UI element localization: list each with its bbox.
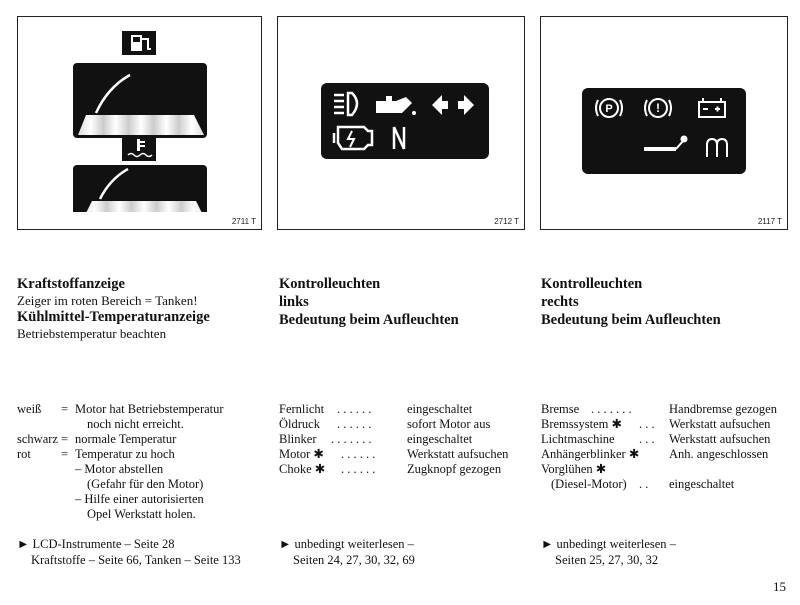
reference-line: ► unbedingt weiterlesen – — [541, 537, 676, 551]
figure-id: 2712 T — [494, 217, 519, 226]
heading-fuel-gauge: Kraftstoffanzeige — [17, 276, 125, 292]
figure-fuel-coolant-gauges — [17, 16, 262, 230]
heading-warning-lights: Kontrolleuchten — [541, 276, 643, 292]
table-row: Bremssystem ✱ . . . Werkstatt aufsuchen — [541, 417, 771, 431]
cross-reference-gauges — [17, 537, 241, 568]
cross-reference-right-lights — [541, 537, 676, 568]
right-lights-table — [541, 402, 796, 492]
reference-line: Seiten 24, 27, 30, 32, 69 — [293, 552, 415, 567]
table-row: Choke ✱ . . . . . . Zugknopf gezogen — [279, 462, 502, 476]
table-row: (Diesel-Motor) . . eingeschaltet — [551, 477, 735, 491]
legend-row: rot = Temperatur zu hoch — [17, 447, 175, 461]
legend-row: noch nicht erreicht. — [87, 417, 184, 431]
table-row: Öldruck . . . . . . sofort Motor aus — [279, 417, 491, 431]
column-right-lights — [541, 275, 791, 329]
svg-text:P: P — [605, 103, 613, 115]
column-gauges — [17, 275, 267, 341]
reference-line: Kraftstoffe – Seite 66, Tanken – Seite 133 — [31, 552, 241, 567]
figure-id: 2711 T — [231, 217, 256, 226]
left-lights-illustration — [278, 17, 522, 212]
table-row: Bremse . . . . . . . Handbremse gezogen — [541, 402, 777, 416]
legend-row: Opel Werkstatt holen. — [87, 507, 196, 521]
table-row: Fernlicht . . . . . . eingeschaltet — [279, 402, 473, 416]
heading-warning-lights: Kontrolleuchten — [279, 276, 381, 292]
reference-line: Seiten 25, 27, 30, 32 — [555, 552, 659, 567]
table-row: Blinker . . . . . . . eingeschaltet — [279, 432, 473, 446]
cross-reference-left-lights — [279, 537, 415, 568]
heading-meaning: Bedeutung beim Aufleuchten — [279, 312, 459, 328]
legend-row: (Gefahr für den Motor) — [87, 477, 204, 491]
gauges-illustration — [18, 17, 260, 212]
legend-row: – Motor abstellen — [75, 462, 164, 476]
table-row: Vorglühen ✱ — [541, 462, 607, 476]
legend-row: weiß = Motor hat Betriebstemperatur — [17, 402, 224, 416]
figure-warning-lights-right — [540, 16, 788, 230]
column-left-lights — [279, 275, 529, 329]
legend-row: schwarz = normale Temperatur — [17, 432, 177, 446]
figure-id: 2117 T — [757, 217, 782, 226]
left-lights-table — [279, 402, 529, 477]
figure-warning-lights-left — [277, 16, 525, 230]
coolant-color-legend — [17, 402, 272, 522]
coolant-temperature-icon — [122, 135, 156, 161]
right-lights-illustration — [541, 17, 785, 212]
table-row: Motor ✱ . . . . . . Werkstatt aufsuchen — [279, 447, 509, 461]
legend-row: – Hilfe einer autorisierten — [75, 492, 204, 506]
svg-text:!: ! — [656, 101, 660, 115]
fuel-pump-icon — [122, 31, 156, 55]
fuel-gauge-note: Zeiger im roten Bereich = Tanken! — [17, 293, 198, 308]
table-row: Anhängerblinker ✱ Anh. angeschlossen — [541, 447, 769, 461]
table-row: Lichtmaschine . . . Werkstatt aufsuchen — [541, 432, 771, 446]
fuel-gauge — [73, 63, 207, 138]
heading-left: links — [279, 294, 309, 310]
page-number: 15 — [773, 579, 786, 594]
coolant-gauge — [73, 165, 207, 212]
heading-right: rechts — [541, 294, 579, 310]
reference-line: ► unbedingt weiterlesen – — [279, 537, 414, 551]
reference-line: ► LCD-Instrumente – Seite 28 — [17, 537, 175, 551]
heading-coolant-gauge: Kühlmittel-Temperaturanzeige — [17, 309, 210, 325]
heading-meaning: Bedeutung beim Aufleuchten — [541, 312, 721, 328]
coolant-gauge-note: Betriebstemperatur beachten — [17, 326, 167, 341]
